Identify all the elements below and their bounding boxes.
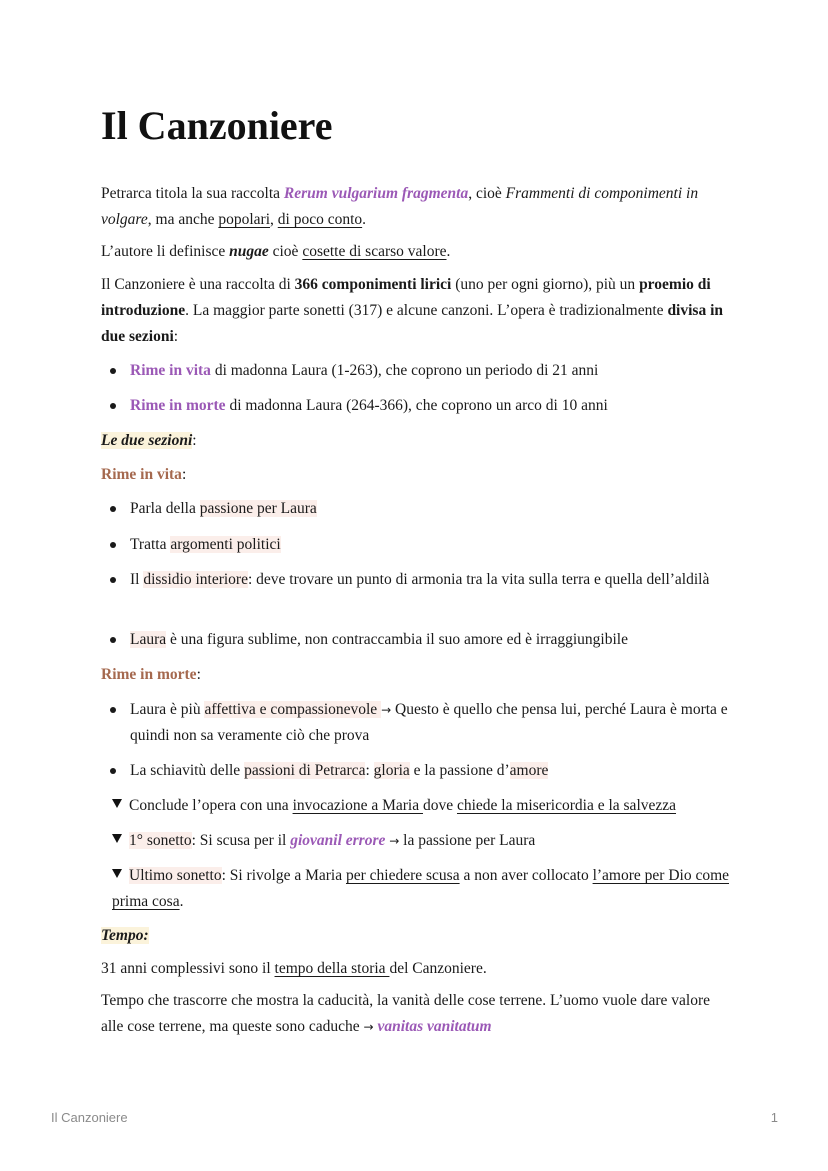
caducita-paragraph: [101, 988, 731, 1040]
bullet-icon: [110, 627, 116, 653]
vanitas-text: vanitas vanitatum: [377, 1018, 492, 1035]
list-item-text: :: [365, 762, 374, 779]
nugae-term: nugae: [229, 243, 269, 260]
rime-vita-heading: [101, 462, 731, 488]
toggle-triangle-icon[interactable]: [112, 869, 122, 878]
anni-text: 31 anni complessivi sono il: [101, 960, 275, 977]
caducita-text: Tempo che trascorre che mostra la caducità, la vanità delle cose terrene. L’uomo vuole dare valore alle cose terrene, ma queste sono caduche: [101, 992, 711, 1035]
highlight-text: amore: [509, 762, 549, 779]
bullet-icon: [110, 393, 116, 419]
list-item: [130, 393, 732, 419]
nugae-paragraph: [101, 239, 731, 265]
list-item-text: è una figura sublime, non contraccambia il suo amore ed è irraggiungibile: [166, 631, 628, 648]
highlight-text: 1° sonetto: [129, 832, 192, 849]
colon: :: [181, 466, 187, 483]
list-item-text: di madonna Laura (1-263), che coprono un periodo di 21 anni: [210, 362, 599, 379]
toggle-block[interactable]: [112, 828, 732, 854]
colon: :: [196, 666, 201, 683]
highlight-text: passione per Laura: [199, 500, 317, 517]
bullet-icon: [110, 697, 116, 723]
intro-text: , cioè: [468, 185, 506, 202]
highlight-text: passioni di Petrarca: [244, 762, 366, 779]
arrow-icon: →: [389, 834, 400, 848]
raccolta-text: (uno per ogni giorno), più un: [451, 276, 640, 293]
toggle-triangle-icon[interactable]: [112, 834, 122, 843]
list-item: [130, 697, 732, 749]
cosette-text: cosette di scarso valore: [302, 243, 447, 260]
list-item-text: Parla della: [130, 500, 200, 517]
highlight-text: Laura: [130, 631, 167, 648]
highlight-text: dissidio interiore: [143, 571, 248, 588]
list-item: [130, 496, 732, 522]
raccolta-paragraph: [101, 272, 731, 350]
page-title: Il Canzoniere: [101, 103, 333, 148]
bullet-icon: [110, 358, 116, 384]
intro-text: ,: [270, 211, 278, 228]
toggle-text: la passione per Laura: [399, 832, 536, 849]
rvf-title: Rerum vulgarium fragmenta: [283, 185, 469, 202]
list-item-text: Tratta: [130, 536, 171, 553]
divisa-bold: divisa in due sezioni: [101, 302, 724, 345]
toggle-text: : Si scusa per il: [191, 832, 291, 849]
rime-morte-heading-label: Rime in morte: [101, 666, 197, 683]
highlight-text: argomenti politici: [170, 536, 281, 553]
intro-text: , ma anche: [147, 211, 219, 228]
list-item: [130, 358, 732, 384]
due-sezioni-label: Le due sezioni: [101, 432, 193, 449]
list-item: [130, 532, 732, 558]
list-item: [130, 567, 732, 593]
frammenti-text: Frammenti di componimenti in volgare: [101, 185, 699, 228]
componimenti-bold: 366 componimenti lirici: [294, 276, 452, 293]
anni-text: del Canzoniere.: [389, 960, 487, 977]
list-item-text: La schiavitù delle: [130, 762, 245, 779]
intro-paragraph: [101, 181, 731, 233]
underlined-text: per chiedere scusa: [345, 867, 460, 884]
popolari-text: popolari: [218, 211, 271, 228]
tempo-heading: [101, 923, 731, 949]
due-sezioni-heading: [101, 428, 731, 454]
nugae-text: .: [446, 243, 451, 260]
raccolta-text: . La maggior parte sonetti (317) e alcune canzoni. L’opera è tradizionalmente: [185, 302, 668, 319]
intro-text: .: [362, 211, 367, 228]
rime-morte-label: Rime in morte: [130, 397, 226, 414]
bullet-icon: [110, 532, 116, 558]
list-item-text: di madonna Laura (264-366), che coprono un arco di 10 anni: [225, 397, 608, 414]
nugae-text: cioè: [268, 243, 303, 260]
rime-vita-heading-label: Rime in vita: [101, 466, 182, 483]
arrow-icon: →: [381, 703, 392, 717]
list-item-text: Questo è quello che pensa lui, perché Laura è morta e quindi non sa veramente ciò che prova: [130, 701, 728, 744]
toggle-text: a non aver collocato: [459, 867, 593, 884]
toggle-triangle-icon[interactable]: [112, 799, 122, 808]
toggle-block[interactable]: [112, 863, 732, 915]
arrow-icon: →: [363, 1020, 374, 1034]
bullet-icon: [110, 567, 116, 593]
bullet-icon: [110, 496, 116, 522]
toggle-text: dove: [422, 797, 457, 814]
toggle-block[interactable]: [112, 793, 732, 819]
highlight-text: gloria: [373, 762, 410, 779]
list-item: [130, 758, 732, 784]
anni-paragraph: [101, 956, 731, 982]
list-item-text: e la passione d’: [409, 762, 510, 779]
footer-title: Il Canzoniere: [51, 1110, 128, 1125]
nugae-text: L’autore li definisce: [101, 243, 230, 260]
list-item-text: Il: [130, 571, 144, 588]
intro-text: Petrarca titola la sua raccolta: [101, 185, 284, 202]
highlight-text: affettiva e compassionevole: [204, 701, 382, 718]
raccolta-text: :: [173, 328, 179, 345]
list-item-text: Laura è più: [130, 701, 205, 718]
underlined-text: tempo della storia: [274, 960, 390, 977]
underlined-text: l’amore per Dio come prima cosa: [112, 867, 730, 910]
rime-vita-label: Rime in vita: [130, 362, 211, 379]
toggle-text: Conclude l’opera con una: [129, 797, 293, 814]
giovanil-errore-text: giovanil errore: [290, 832, 386, 849]
rime-morte-heading: [101, 662, 731, 688]
colon: :: [192, 432, 197, 449]
toggle-text: .: [179, 893, 184, 910]
poco-conto-text: di poco conto: [277, 211, 363, 228]
proemio-bold: proemio di introduzione: [101, 276, 711, 319]
tempo-label: Tempo:: [101, 927, 149, 944]
underlined-text: chiede la misericordia e la salvezza: [456, 797, 677, 814]
list-item: [130, 627, 732, 653]
list-item-text: : deve trovare un punto di armonia tra la vita sulla terra e quella dell’aldilà: [247, 571, 710, 588]
raccolta-text: Il Canzoniere è una raccolta di: [101, 276, 295, 293]
page-number: 1: [770, 1110, 778, 1125]
highlight-text: Ultimo sonetto: [129, 867, 222, 884]
toggle-text: : Si rivolge a Maria: [221, 867, 346, 884]
underlined-text: invocazione a Maria: [292, 797, 423, 814]
bullet-icon: [110, 758, 116, 784]
